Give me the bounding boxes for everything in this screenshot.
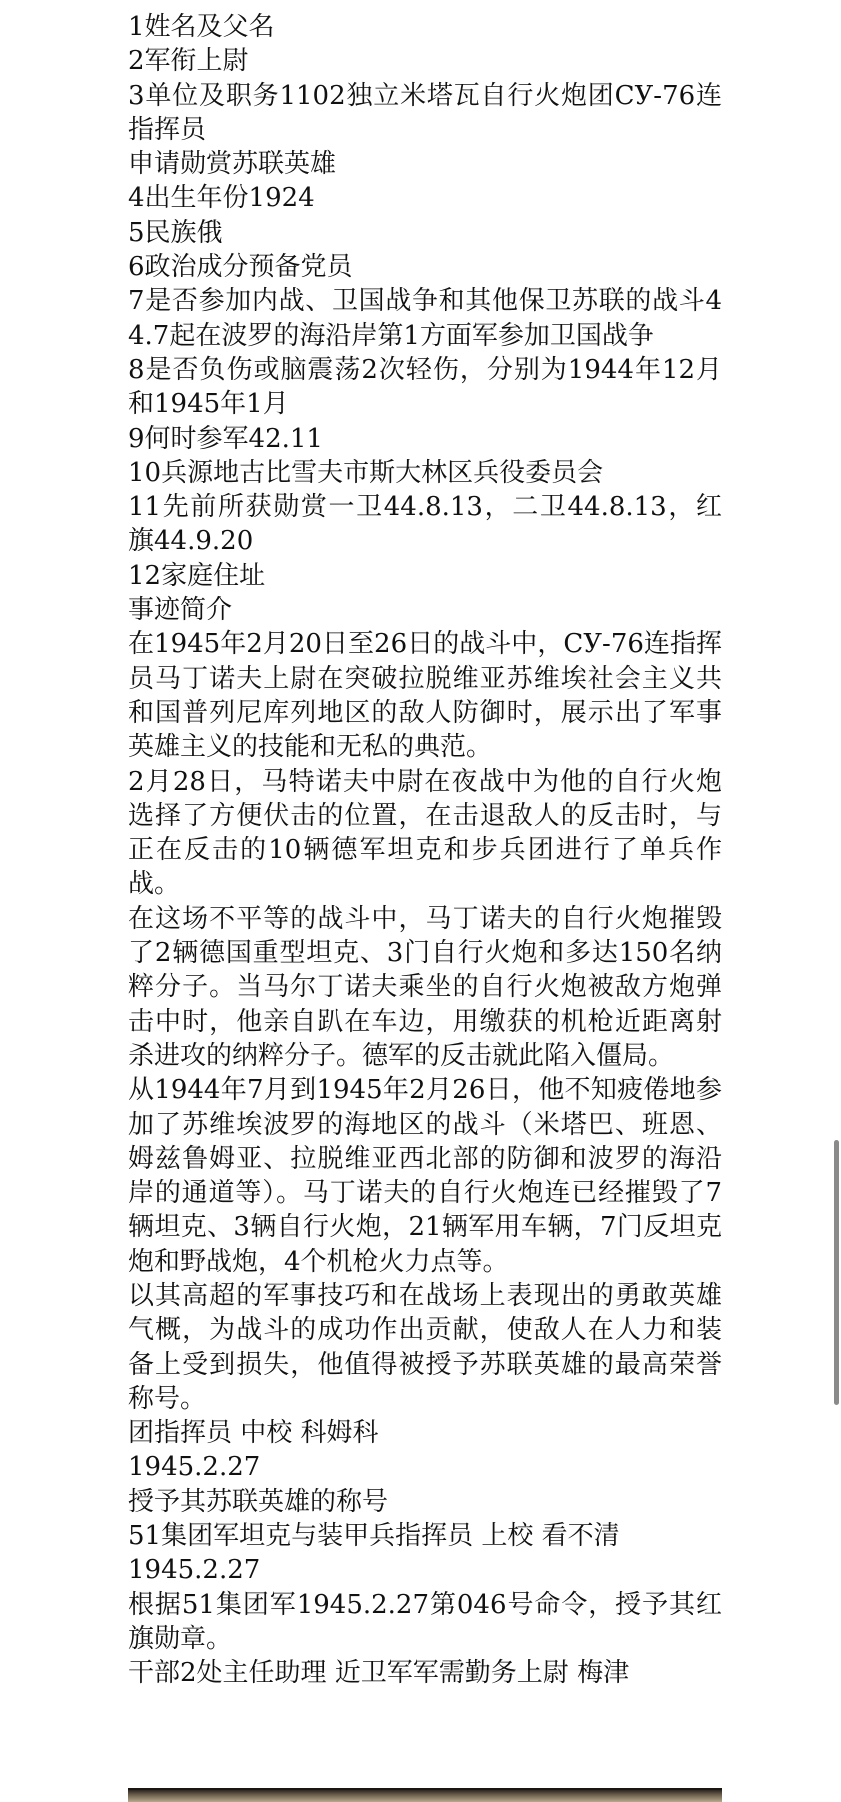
citation-paragraph-3: 在这场不平等的战斗中，马丁诺夫的自行火炮摧毁了2辆德国重型坦克、3门自行火炮和多达150名纳粹分子。当马尔丁诺夫乘坐的自行火炮被敌方炮弹击中时，他亲自趴在车边，用缴获的机枪近距离射杀进攻的纳粹分子。德军的反击就此陷入僵局。 xyxy=(128,903,722,1071)
signature-date-2: 1945.2.27 xyxy=(128,1555,261,1586)
field-wounds: 8是否负伤或脑震荡2次轻伤，分别为1944年12月和1945年1月 xyxy=(128,354,722,420)
signature-date-1: 1945.2.27 xyxy=(128,1452,261,1483)
field-unit: 3单位及职务1102独立米塔瓦自行火炮团СУ-76连指挥员 xyxy=(128,80,722,145)
recommendation-hero: 授予其苏联英雄的称号 xyxy=(128,1486,389,1517)
field-address: 12家庭住址 xyxy=(128,560,266,591)
award-request: 申请勋赏苏联英雄 xyxy=(128,149,337,180)
field-enlistment: 9何时参军42.11 xyxy=(128,423,323,454)
citation-paragraph-1: 在1945年2月20日至26日的战斗中，СУ-76连指挥员马丁诺夫上尉在突破拉脱维亚苏维埃社会主义共和国普列尼库列地区的敌人防御时，展示出了军事英雄主义的技能和无私的典范。 xyxy=(128,629,722,763)
field-name: 1姓名及父名 xyxy=(128,12,275,42)
field-rank: 2军衔上尉 xyxy=(128,46,249,77)
document-text xyxy=(128,10,722,1691)
field-previous-awards: 11先前所获勋赏一卫44.8.13，二卫44.8.13，红旗44.9.20 xyxy=(128,492,722,557)
order-award: 根据51集团军1945.2.27第046号命令，授予其红旗勋章。 xyxy=(128,1589,722,1654)
field-war-participation: 7是否参加内战、卫国战争和其他保卫苏联的战斗44.7起在波罗的海沿岸第1方面军参加卫国战争 xyxy=(128,286,722,351)
field-birth-year: 4出生年份1924 xyxy=(128,183,315,214)
citation-heading: 事迹简介 xyxy=(128,595,233,626)
scrollbar-thumb[interactable] xyxy=(834,1140,839,1405)
field-party: 6政治成分预备党员 xyxy=(128,252,353,283)
field-draft-office: 10兵源地古比雪夫市斯大林区兵役委员会 xyxy=(128,457,604,488)
regiment-commander-signature: 团指挥员 中校 科姆科 xyxy=(128,1418,379,1449)
field-nationality: 5民族俄 xyxy=(128,217,223,248)
staff-signature: 干部2处主任助理 近卫军军需勤务上尉 梅津 xyxy=(128,1658,630,1689)
citation-paragraph-4: 从1944年7月到1945年2月26日，他不知疲倦地参加了苏维埃波罗的海地区的战斗（米塔巴、班恩、姆兹鲁姆亚、拉脱维亚西北部的防御和波罗的海沿岸的通道等）。马丁诺夫的自行火炮连已经摧毁了7辆坦克、3辆自行火炮，21辆军用车辆，7门反坦克炮和野战炮，4个机枪火力点等。 xyxy=(128,1075,722,1277)
citation-paragraph-2: 2月28日，马特诺夫中尉在夜战中为他的自行火炮选择了方便伏击的位置，在击退敌人的反击时，与正在反击的10辆德军坦克和步兵团进行了单兵作战。 xyxy=(128,766,722,900)
army-commander-signature: 51集团军坦克与装甲兵指挥员 上校 看不清 xyxy=(128,1521,620,1552)
citation-paragraph-5: 以其高超的军事技巧和在战场上表现出的勇敢英雄气概，为战斗的成功作出贡献，使敌人在人力和装备上受到损失，他值得被授予苏联英雄的最高荣誉称号。 xyxy=(128,1280,722,1414)
